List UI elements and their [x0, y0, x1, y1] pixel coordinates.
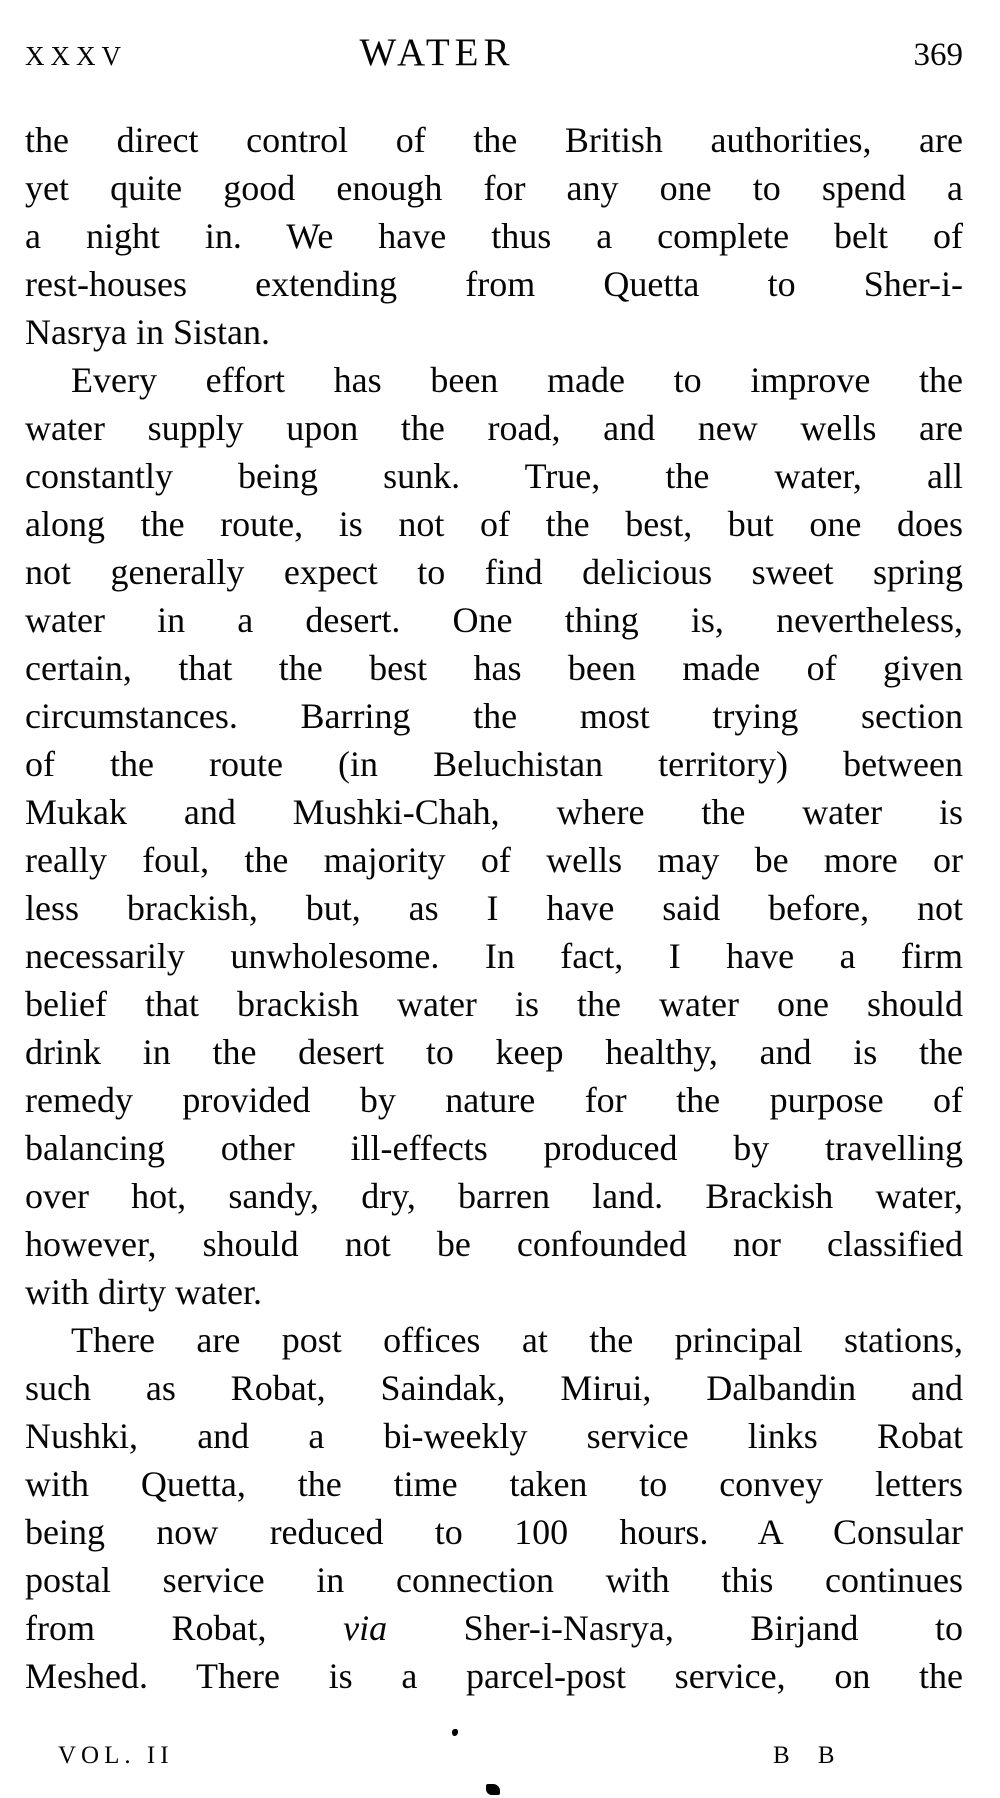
text-line: however, should not be confounded nor classified — [25, 1224, 963, 1264]
text-line: Mukak and Mushki-Chah, where the water is — [25, 792, 963, 832]
printer-signature-mark: B B — [773, 1742, 846, 1769]
text-line: less brackish, but, as I have said before, not — [25, 888, 963, 928]
ink-speck — [452, 1729, 458, 1736]
text-line: really foul, the majority of wells may be more or — [25, 840, 963, 880]
text-line: with Quetta, the time taken to convey letters — [25, 1464, 963, 1504]
text-line: yet quite good enough for any one to spend a — [25, 168, 963, 208]
text-line: necessarily unwholesome. In fact, I have a firm — [25, 936, 963, 976]
italic-word: via — [343, 1608, 388, 1648]
page-footer — [25, 1742, 963, 1776]
text-line: the direct control of the British authorities, are — [25, 120, 963, 160]
text-line: of the route (in Beluchistan territory) between — [25, 744, 963, 784]
running-head — [25, 30, 963, 82]
paragraph — [25, 356, 963, 1316]
text-line: circumstances. Barring the most trying section — [25, 696, 963, 736]
text-line: certain, that the best has been made of given — [25, 648, 963, 688]
text-line: along the route, is not of the best, but one does — [25, 504, 963, 544]
text-line: from Robat, via Sher-i-Nasrya, Birjand to — [25, 1608, 963, 1648]
text-line: over hot, sandy, dry, barren land. Brackish water, — [25, 1176, 963, 1216]
running-title: WATER — [359, 31, 515, 74]
text-line: Nasrya in Sistan. — [25, 312, 270, 352]
paragraph — [25, 116, 963, 356]
text-line: Every effort has been made to improve the — [71, 360, 963, 400]
text-line: with dirty water. — [25, 1272, 262, 1312]
chapter-number: XXXV — [25, 41, 127, 71]
page-number: 369 — [913, 37, 963, 73]
text-line: postal service in connection with this continues — [25, 1560, 963, 1600]
paragraph — [25, 1316, 963, 1700]
body-text — [25, 116, 963, 1700]
text-line: Meshed. There is a parcel-post service, on the — [25, 1656, 963, 1696]
text-line: There are post offices at the principal stations, — [71, 1320, 963, 1360]
text-line: not generally expect to find delicious sweet spring — [25, 552, 963, 592]
text-line: such as Robat, Saindak, Mirui, Dalbandin and — [25, 1368, 963, 1408]
text-line: constantly being sunk. True, the water, all — [25, 456, 963, 496]
text-line: belief that brackish water is the water one should — [25, 984, 963, 1024]
text-line: remedy provided by nature for the purpose of — [25, 1080, 963, 1120]
text-line: balancing other ill-effects produced by travelling — [25, 1128, 963, 1168]
volume-label: VOL. II — [58, 1742, 174, 1769]
text-line: rest-houses extending from Quetta to Sher-i- — [25, 264, 963, 304]
text-line: drink in the desert to keep healthy, and is the — [25, 1032, 963, 1072]
text-line: water in a desert. One thing is, nevertheless, — [25, 600, 963, 640]
text-line: a night in. We have thus a complete belt of — [25, 216, 963, 256]
text-line: being now reduced to 100 hours. A Consular — [25, 1512, 963, 1552]
ink-speck — [486, 1784, 500, 1795]
text-line: water supply upon the road, and new wells are — [25, 408, 963, 448]
text-line: Nushki, and a bi-weekly service links Robat — [25, 1416, 963, 1456]
